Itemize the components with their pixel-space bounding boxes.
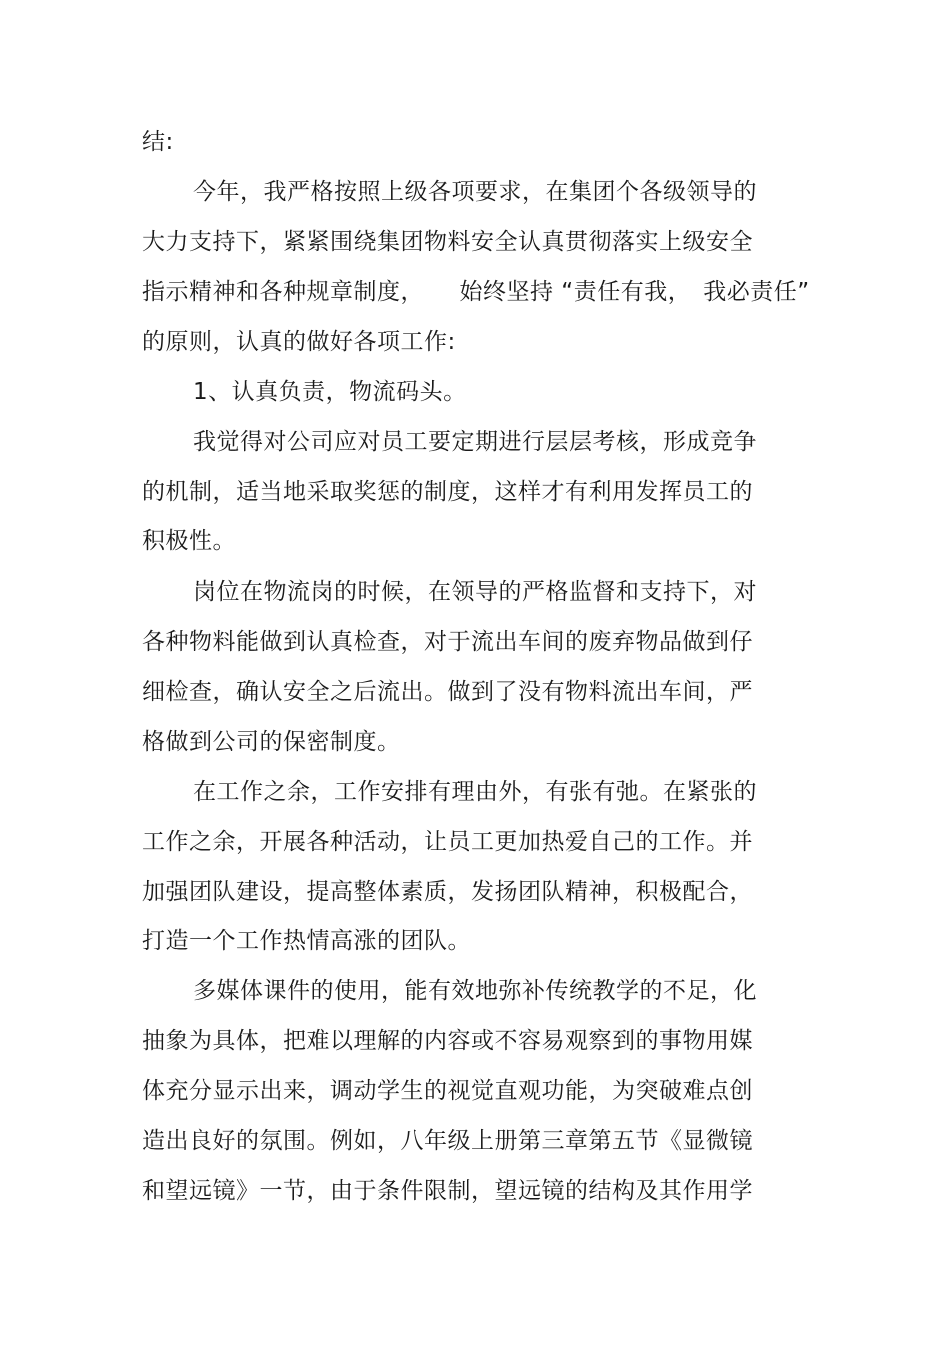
text-line: 今年，我严格按照上级各项要求，在集团个各级领导的 xyxy=(193,179,757,205)
text-line: 积极性。 xyxy=(142,528,236,554)
text-line: 指示精神和各种规章制度， 始终坚持 “责任有我， 我必责任” xyxy=(142,279,810,305)
text-line: 的机制，适当地采取奖惩的制度，这样才有利用发挥员工的 xyxy=(142,479,753,505)
text-line: 在工作之余，工作安排有理由外，有张有弛。在紧张的 xyxy=(193,779,757,805)
text-line: 我觉得对公司应对员工要定期进行层层考核，形成竞争 xyxy=(193,429,757,455)
text-line: 各种物料能做到认真检查，对于流出车间的废弃物品做到仔 xyxy=(142,629,753,655)
text-line: 岗位在物流岗的时候，在领导的严格监督和支持下，对 xyxy=(193,579,757,605)
text-line: 打造一个工作热情高涨的团队。 xyxy=(142,928,471,954)
text-line: 细检查，确认安全之后流出。做到了没有物料流出车间，严 xyxy=(142,679,753,705)
text-line: 1、认真负责，物流码头。 xyxy=(193,379,467,405)
text-line: 体充分显示出来，调动学生的视觉直观功能，为突破难点创 xyxy=(142,1078,753,1104)
text-line: 抽象为具体，把难以理解的内容或不容易观察到的事物用媒 xyxy=(142,1028,753,1054)
text-line: 大力支持下，紧紧围绕集团物料安全认真贯彻落实上级安全 xyxy=(142,229,753,255)
text-line: 多媒体课件的使用，能有效地弥补传统教学的不足，化 xyxy=(193,978,757,1004)
text-line: 格做到公司的保密制度。 xyxy=(142,729,401,755)
text-line: 工作之余，开展各种活动，让员工更加热爱自己的工作。并 xyxy=(142,829,753,855)
text-line: 造出良好的氛围。例如，八年级上册第三章第五节《显微镜 xyxy=(142,1128,753,1154)
text-line: 和望远镜》一节，由于条件限制，望远镜的结构及其作用学 xyxy=(142,1178,753,1204)
text-line: 加强团队建设，提高整体素质，发扬团队精神，积极配合， xyxy=(142,879,753,905)
text-line: 的原则，认真的做好各项工作: xyxy=(142,329,456,355)
text-line: 结: xyxy=(142,129,174,155)
